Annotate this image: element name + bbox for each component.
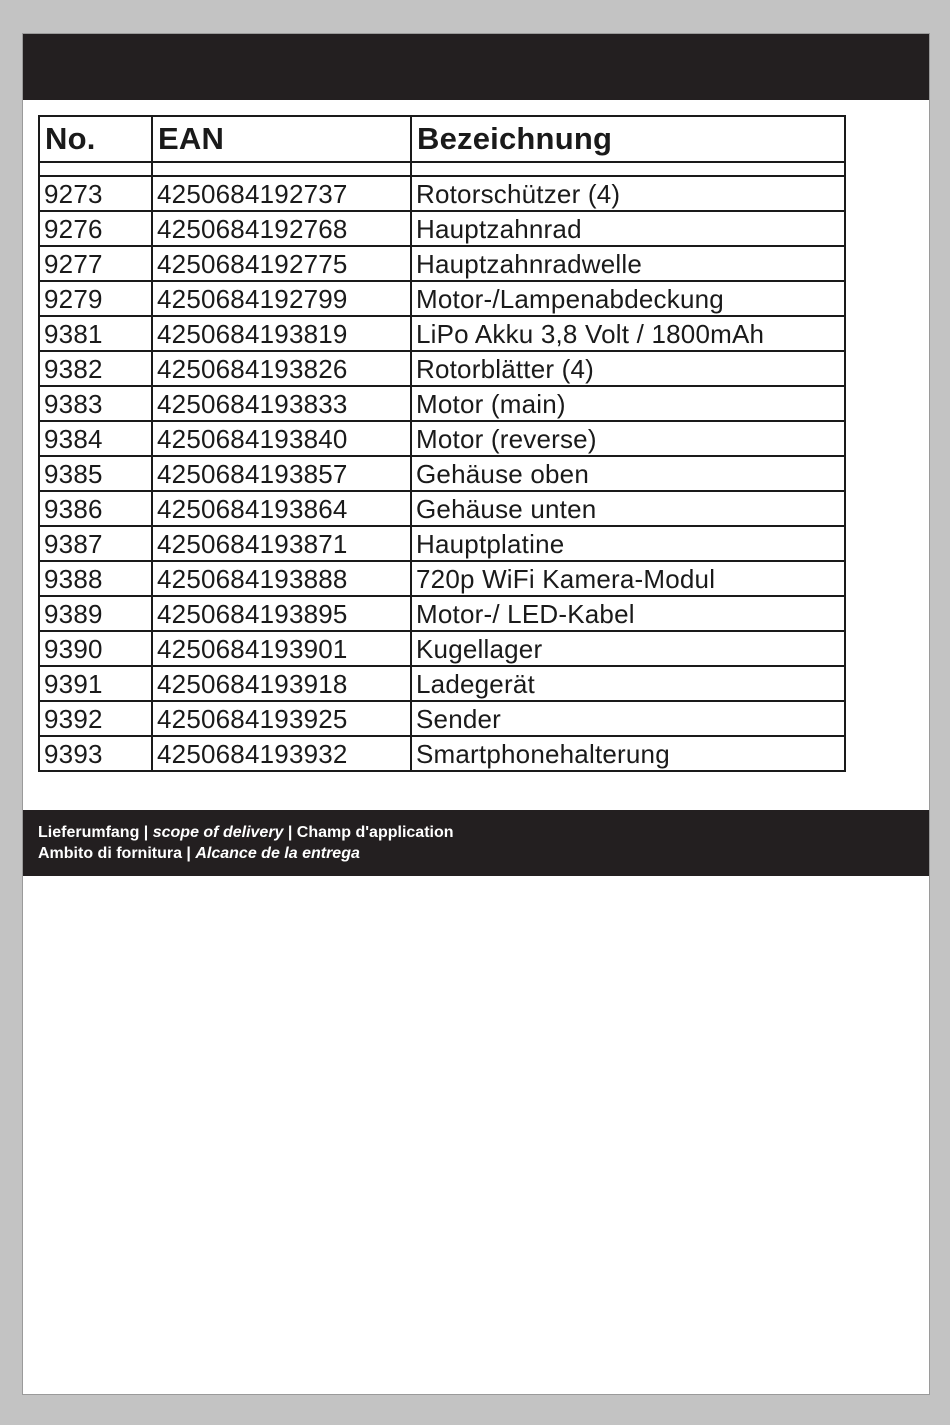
cell-name: Gehäuse unten bbox=[411, 491, 845, 526]
cell-no: 9277 bbox=[39, 246, 152, 281]
table-row bbox=[39, 211, 845, 246]
cell-name: Sender bbox=[411, 701, 845, 736]
delivery-it: Ambito di fornitura | bbox=[38, 845, 196, 862]
cell-no: 9390 bbox=[39, 631, 152, 666]
cell-name: Rotorblätter (4) bbox=[411, 351, 845, 386]
delivery-line-1 bbox=[38, 822, 929, 843]
table-row bbox=[39, 561, 845, 596]
cell-name: Ladegerät bbox=[411, 666, 845, 701]
cell-no: 9391 bbox=[39, 666, 152, 701]
cell-no: 9384 bbox=[39, 421, 152, 456]
cell-ean: 4250684193857 bbox=[152, 456, 411, 491]
cell-no: 9273 bbox=[39, 176, 152, 211]
cell-ean: 4250684192775 bbox=[152, 246, 411, 281]
table-row bbox=[39, 666, 845, 701]
cell-no: 9383 bbox=[39, 386, 152, 421]
cell-name: Kugellager bbox=[411, 631, 845, 666]
cell-no: 9381 bbox=[39, 316, 152, 351]
cell-no: 9393 bbox=[39, 736, 152, 771]
table-header-row bbox=[39, 116, 845, 162]
cell-ean: 4250684193871 bbox=[152, 526, 411, 561]
cell-name: Gehäuse oben bbox=[411, 456, 845, 491]
table-row bbox=[39, 701, 845, 736]
spare-parts-table bbox=[38, 115, 846, 772]
cell-no: 9392 bbox=[39, 701, 152, 736]
header-name: Bezeichnung bbox=[411, 116, 845, 162]
table-row bbox=[39, 491, 845, 526]
cell-ean: 4250684193901 bbox=[152, 631, 411, 666]
table-row bbox=[39, 386, 845, 421]
cell-no: 9382 bbox=[39, 351, 152, 386]
cell-no: 9388 bbox=[39, 561, 152, 596]
cell-ean: 4250684193826 bbox=[152, 351, 411, 386]
delivery-line-2 bbox=[38, 843, 929, 864]
delivery-de: Lieferumfang | bbox=[38, 824, 153, 841]
cell-ean: 4250684193833 bbox=[152, 386, 411, 421]
delivery-fr: | Champ d'application bbox=[283, 824, 454, 841]
cell-no: 9389 bbox=[39, 596, 152, 631]
table-row bbox=[39, 281, 845, 316]
cell-name: Hauptplatine bbox=[411, 526, 845, 561]
cell-no: 9279 bbox=[39, 281, 152, 316]
table-row bbox=[39, 596, 845, 631]
delivery-es: Alcance de la entrega bbox=[195, 845, 360, 862]
cell-ean: 4250684192737 bbox=[152, 176, 411, 211]
table-row bbox=[39, 246, 845, 281]
cell-ean: 4250684192768 bbox=[152, 211, 411, 246]
cell-name: Rotorschützer (4) bbox=[411, 176, 845, 211]
cell-ean: 4250684193932 bbox=[152, 736, 411, 771]
cell-no: 9385 bbox=[39, 456, 152, 491]
cell-no: 9386 bbox=[39, 491, 152, 526]
spacer-cell bbox=[152, 162, 411, 176]
cell-name: Motor-/ LED-Kabel bbox=[411, 596, 845, 631]
cell-ean: 4250684192799 bbox=[152, 281, 411, 316]
cell-ean: 4250684193819 bbox=[152, 316, 411, 351]
table-spacer-row bbox=[39, 162, 845, 176]
table-row bbox=[39, 176, 845, 211]
cell-name: Smartphonehalterung bbox=[411, 736, 845, 771]
top-header-bar bbox=[23, 34, 929, 100]
cell-ean: 4250684193895 bbox=[152, 596, 411, 631]
cell-name: 720p WiFi Kamera-Modul bbox=[411, 561, 845, 596]
cell-ean: 4250684193918 bbox=[152, 666, 411, 701]
table-row bbox=[39, 316, 845, 351]
delivery-en: scope of delivery bbox=[152, 824, 284, 841]
cell-ean: 4250684193840 bbox=[152, 421, 411, 456]
manual-page bbox=[22, 33, 930, 1395]
cell-no: 9276 bbox=[39, 211, 152, 246]
spacer-cell bbox=[411, 162, 845, 176]
cell-ean: 4250684193864 bbox=[152, 491, 411, 526]
table-row bbox=[39, 421, 845, 456]
delivery-scope-bar bbox=[23, 810, 929, 876]
cell-name: Hauptzahnrad bbox=[411, 211, 845, 246]
table-row bbox=[39, 736, 845, 771]
cell-name: Motor (main) bbox=[411, 386, 845, 421]
table-row bbox=[39, 631, 845, 666]
table-row bbox=[39, 526, 845, 561]
spacer-cell bbox=[39, 162, 152, 176]
cell-no: 9387 bbox=[39, 526, 152, 561]
table-row bbox=[39, 456, 845, 491]
cell-ean: 4250684193888 bbox=[152, 561, 411, 596]
header-no: No. bbox=[39, 116, 152, 162]
cell-ean: 4250684193925 bbox=[152, 701, 411, 736]
cell-name: Hauptzahnradwelle bbox=[411, 246, 845, 281]
cell-name: Motor-/Lampenabdeckung bbox=[411, 281, 845, 316]
header-ean: EAN bbox=[152, 116, 411, 162]
cell-name: Motor (reverse) bbox=[411, 421, 845, 456]
table-row bbox=[39, 351, 845, 386]
cell-name: LiPo Akku 3,8 Volt / 1800mAh bbox=[411, 316, 845, 351]
